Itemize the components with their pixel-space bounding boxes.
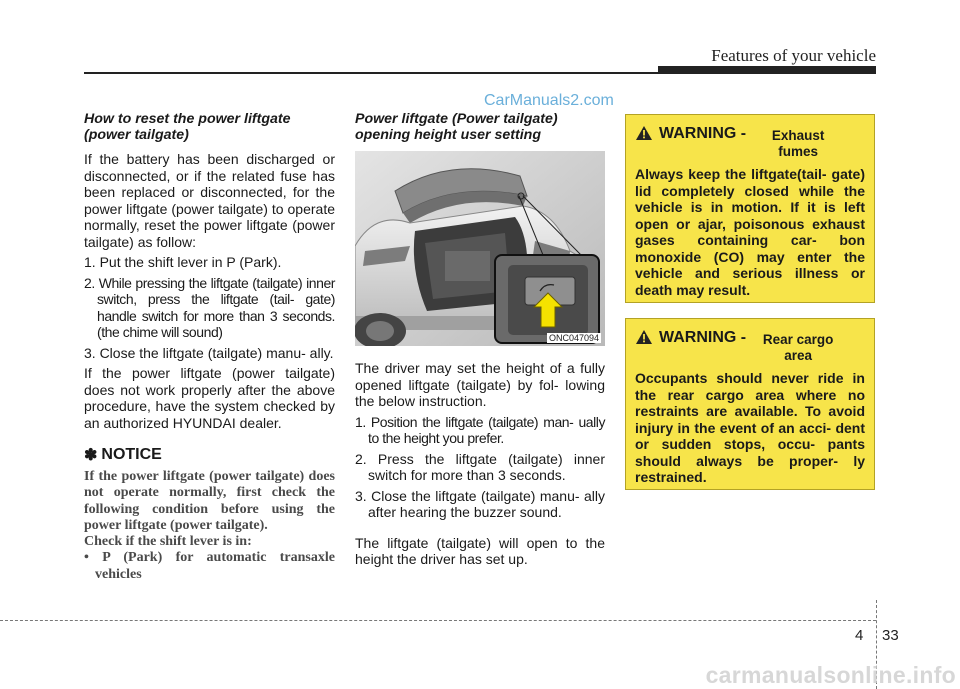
warning-body: Occupants should never ride in the rear cargo area where no restraints are available. To avoid injury in the event of an acci- dent or sudden stops, occu- pants should always be proper- ly restrained. (635, 370, 865, 485)
warning-triangle-icon (635, 329, 653, 345)
liftgate-figure (355, 151, 605, 346)
warning-body: Always keep the liftgate(tail- gate) lid completely closed while the vehicle is in motion. If it is left open or ajar, poisonous exhaust gases containing car- bon monoxide (CO) may enter the vehicle and serious illness or death may result. (635, 166, 865, 298)
notice-bullet: • P (Park) for automatic transaxle vehicles (84, 550, 335, 582)
notice-title: NOTICE (101, 446, 162, 463)
warning-heading (635, 125, 865, 160)
page-number: 33 (882, 627, 899, 644)
height-step-2: 2. Press the liftgate (tailgate) inner switch for more than 3 seconds. (355, 450, 605, 483)
notice-text: If the power liftgate (power tailgate) does not operate normally, first check the following condition before using the power liftgate (power tailgate). (84, 469, 335, 533)
reset-after: If the power liftgate (power tailgate) does not work properly after the above procedure, have the system checked by an authorized HYUNDAI dealer. (84, 365, 335, 431)
height-step-3: 3. Close the liftgate (tailgate) manu- ally after hearing the buzzer sound. (355, 487, 605, 520)
reset-heading: How to reset the power liftgate (power tailgate) (84, 111, 291, 143)
warning-subject: Rear cargo area (762, 332, 834, 363)
reset-step-2: 2. While pressing the liftgate (tailgate) inner switch, press the liftgate (tail- gate) handle switch for more than 3 seconds. (the chime will sound) (84, 274, 335, 340)
height-intro: The driver may set the height of a fully opened liftgate (tailgate) by fol- lowing the below instruction. (355, 360, 605, 409)
warning-box-exhaust (625, 114, 875, 303)
figure-code: ONC047094 (548, 333, 599, 343)
header-rule (84, 72, 876, 74)
notice-body (84, 469, 335, 583)
warning-triangle-icon (635, 125, 653, 141)
reset-intro: If the battery has been discharged or disconnected, or if the related fuse has been replaced or disconnected, for the power liftgate (power tailgate) to operate normally, reset the power liftgate (power tailgate) as follow: (84, 151, 335, 250)
footer-rule (0, 620, 876, 621)
watermark-link[interactable]: CarManuals2.com (484, 92, 614, 109)
warning-label: WARNING - (659, 125, 747, 142)
reset-step-1: 1. Put the shift lever in P (Park). (84, 254, 282, 270)
notice-star-icon: ✽ (84, 447, 98, 464)
page-header-title: Features of your vehicle (711, 46, 876, 65)
left-column (84, 111, 335, 583)
site-watermark-link[interactable]: carmanualsonline.info (705, 662, 956, 688)
middle-column (355, 111, 605, 572)
height-after: The liftgate (tailgate) will open to the height the driver has set up. (355, 534, 605, 567)
notice-check: Check if the shift lever is in: (84, 534, 252, 550)
warning-subject: Exhaust fumes (771, 128, 825, 159)
warning-label: WARNING - (659, 329, 747, 346)
warning-box-cargo (625, 318, 875, 490)
reset-step-3: 3. Close the liftgate (tailgate) manu- ally. (84, 344, 334, 361)
height-step-1: 1. Position the liftgate (tailgate) man- ually to the height you prefer. (355, 413, 605, 446)
warning-heading (635, 329, 865, 364)
chapter-number: 4 (855, 627, 864, 644)
liftgate-illustration (355, 151, 605, 346)
height-heading: Power liftgate (Power tailgate) opening height user setting (355, 111, 558, 143)
notice-heading (84, 445, 335, 465)
